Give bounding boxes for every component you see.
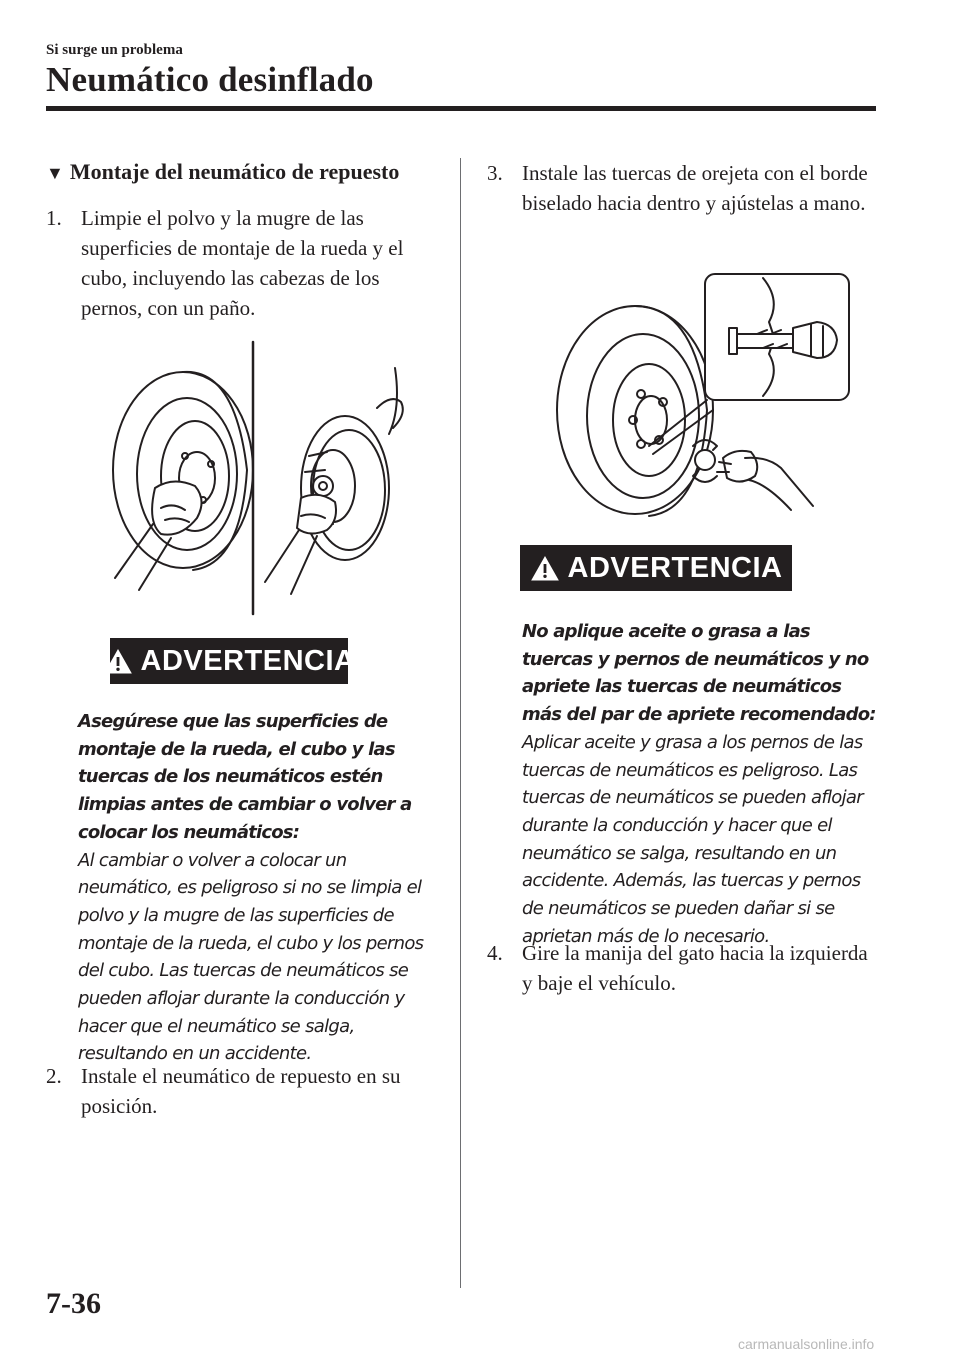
warning-triangle-icon <box>530 555 560 582</box>
step-4 <box>487 938 877 998</box>
step-number: 3. <box>487 161 503 185</box>
page-title: Neumático desinflado <box>46 60 374 99</box>
warning-badge <box>110 638 356 684</box>
sub-heading-text: Montaje del neumático de repuesto <box>69 159 400 184</box>
warning-body-text: Al cambiar o volver a colocar un neumático, es peligroso si no se limpia el polvo y la mugre de las superficies de montaje de la rueda, el cubo y los pernos del cubo. Las tuercas de neumáticos se pueden aflojar durante la conducción y hacer que el neumático se salga, resultando en un accidente. <box>78 849 424 1065</box>
step-text: Limpie el polvo y la mugre de las superficies de montaje de la rueda y el cubo, incluyendo las cabezas de los pernos, con un paño. <box>81 206 404 320</box>
triangle-down-icon: ▼ <box>46 163 64 183</box>
warning-badge-label: ADVERTENCIA <box>140 644 356 677</box>
warning-text <box>522 618 882 950</box>
sub-heading <box>46 159 399 185</box>
step-number: 4. <box>487 941 503 965</box>
step-2 <box>46 1061 438 1121</box>
warning-badge-label: ADVERTENCIA <box>567 551 783 584</box>
watermark: carmanualsonline.info <box>738 1336 875 1352</box>
step-text: Instale el neumático de repuesto en su posición. <box>81 1064 401 1118</box>
step-number: 1. <box>46 206 62 230</box>
warning-bold-text: No aplique aceite o grasa a las tuercas y pernos de neumáticos y no apriete las tuercas de neumáticos más del par de apriete recomendado: <box>522 621 876 726</box>
step-text: Instale las tuercas de orejeta con el borde biselado hacia dentro y ajústelas a mano. <box>522 161 868 215</box>
warning-text <box>78 708 438 1068</box>
warning-badge <box>520 545 792 591</box>
step-3 <box>487 158 887 218</box>
section-label: Si surge un problema <box>46 42 183 58</box>
page-number: 7-36 <box>46 1287 101 1320</box>
warning-body-text: Aplicar aceite y grasa a los pernos de las tuercas de neumáticos es peligroso. Las tuercas de neumáticos se pueden aflojar durante la conducción y hacer que el neumático se salga, resultando en un accidente. Además, las tuercas y pernos de neumáticos se pueden dañar si se aprietan más de lo necesario. <box>522 731 863 947</box>
step-number: 2. <box>46 1064 62 1088</box>
step-1 <box>46 203 426 323</box>
column-divider <box>460 158 461 1288</box>
wheel-cleaning-illustration <box>95 338 420 616</box>
step-text: Gire la manija del gato hacia la izquierda y baje el vehículo. <box>522 941 868 995</box>
lug-nut-installation-illustration <box>545 270 855 522</box>
warning-triangle-icon <box>103 648 133 675</box>
warning-bold-text: Asegúrese que las superficies de montaje de la rueda, el cubo y las tuercas de los neumáticos estén limpias antes de cambiar o volver a colocar los neumáticos: <box>78 711 412 843</box>
title-rule <box>46 106 876 111</box>
